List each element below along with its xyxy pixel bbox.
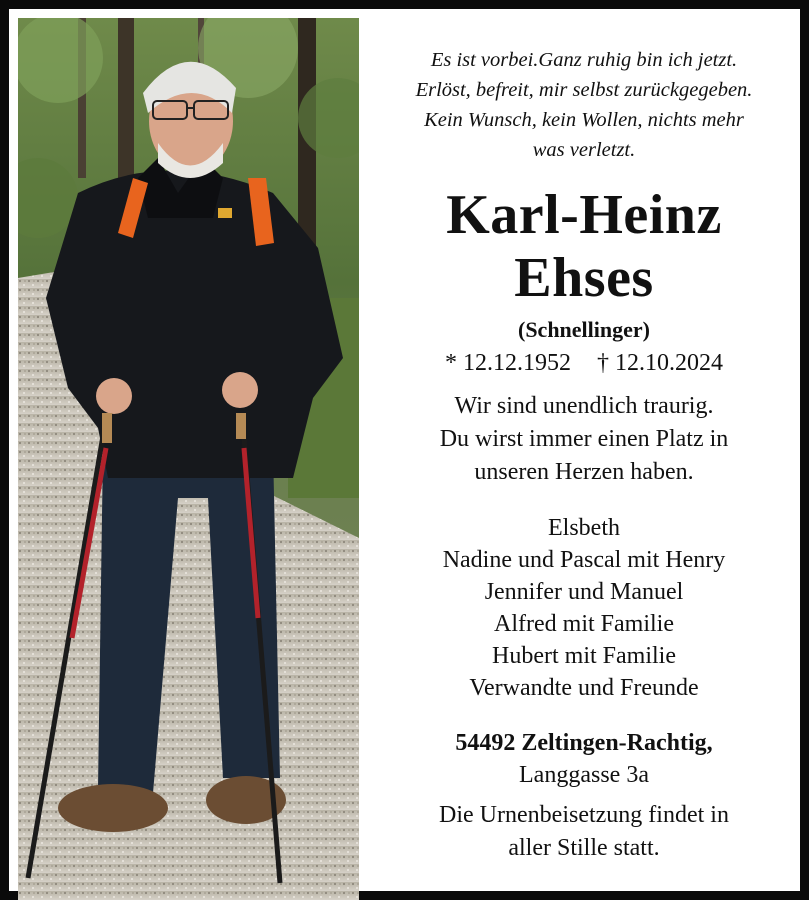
birth-date: * 12.12.1952 <box>445 350 571 376</box>
mourners-list <box>359 512 809 704</box>
life-dates <box>359 347 809 379</box>
burial-notice <box>359 799 809 865</box>
poem-line: Es ist vorbei.Ganz ruhig bin ich jetzt. <box>430 49 738 71</box>
mourner: Elsbeth <box>548 515 620 541</box>
last-name: Ehses <box>514 247 654 309</box>
burial-line: aller Stille statt. <box>508 835 660 861</box>
message-line: unseren Herzen haben. <box>474 459 694 485</box>
nickname: (Schnellinger) <box>518 317 650 342</box>
portrait-illustration <box>18 18 359 900</box>
condolence-message <box>359 390 809 489</box>
poem-line: was verletzt. <box>532 139 636 161</box>
address <box>359 727 809 791</box>
address-street: Langgasse 3a <box>519 762 649 788</box>
obituary-text <box>359 18 809 900</box>
mourner: Alfred mit Familie <box>494 611 674 637</box>
poem-line: Kein Wunsch, kein Wollen, nichts mehr <box>424 109 744 131</box>
death-date: † 12.10.2024 <box>597 350 723 376</box>
poem-line: Erlöst, befreit, mir selbst zurückgegeben. <box>415 79 753 101</box>
portrait-photo <box>18 18 359 900</box>
mourner: Hubert mit Familie <box>492 643 676 669</box>
mourner: Nadine und Pascal mit Henry <box>442 547 726 573</box>
deceased-name <box>359 184 809 310</box>
message-line: Du wirst immer einen Platz in <box>439 426 729 452</box>
mourner: Verwandte und Freunde <box>469 675 699 701</box>
message-line: Wir sind unendlich traurig. <box>454 393 714 419</box>
address-city: 54492 Zeltingen-Rachtig, <box>455 730 713 756</box>
first-name: Karl-Heinz <box>446 184 722 246</box>
poem <box>359 45 809 165</box>
mourner: Jennifer und Manuel <box>484 579 684 605</box>
burial-line: Die Urnenbeisetzung findet in <box>439 802 729 828</box>
